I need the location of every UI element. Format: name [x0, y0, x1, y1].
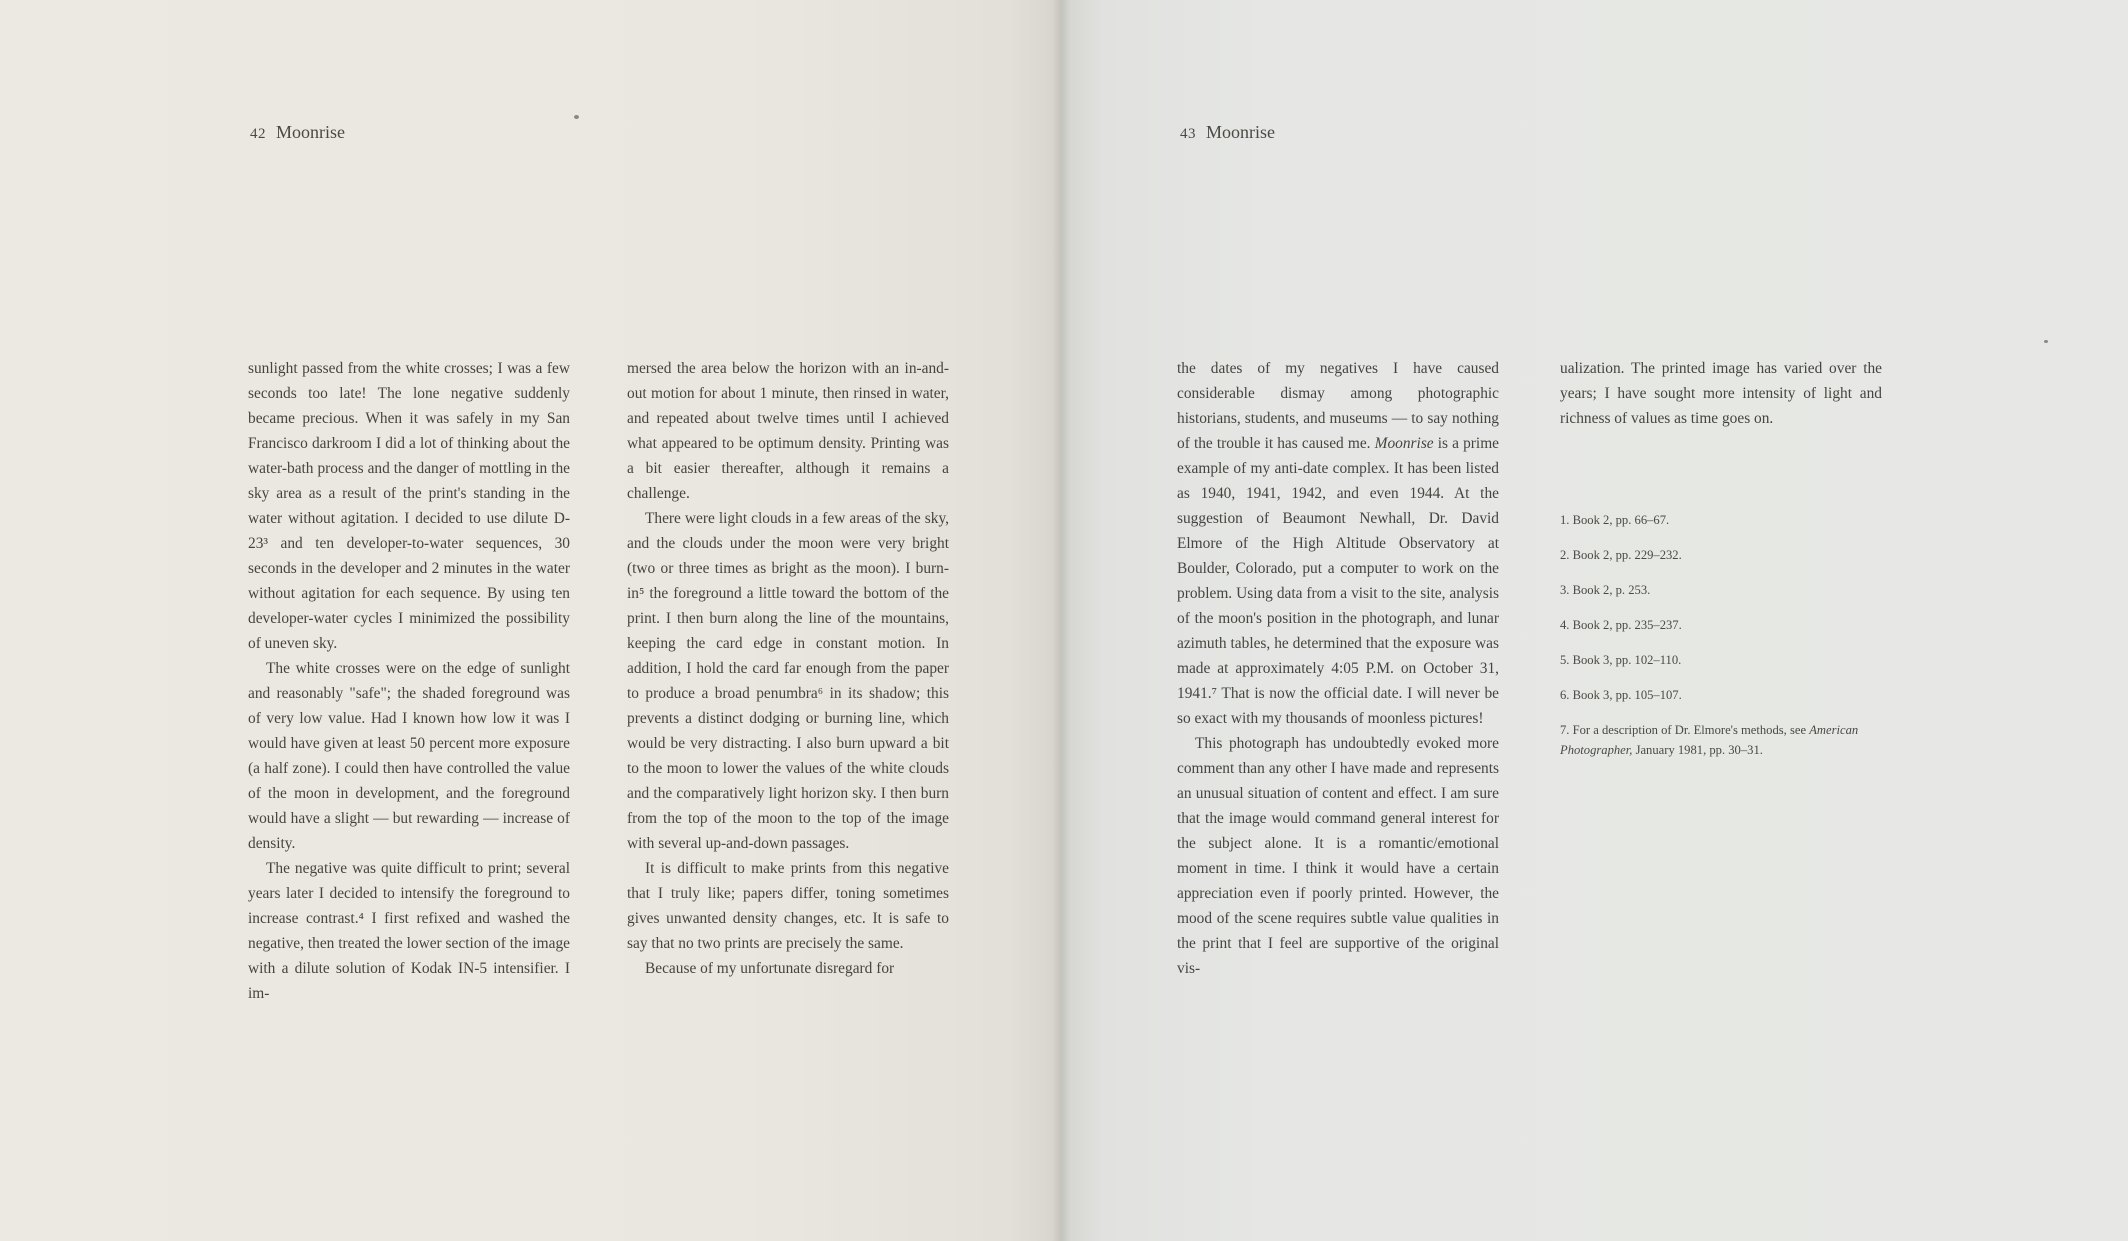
- footnote: 4. Book 2, pp. 235–237.: [1560, 618, 1682, 632]
- paragraph: ualization. The printed image has varied over the years; I have sought more intensity of light and richness of values as time goes on.: [1560, 360, 1882, 427]
- paragraph: This photograph has undoubtedly evoked more comment than any other I have made and represents an unusual situation of content and effect. I am sure that the image would command general interest for the subject alone. It is a romantic/emotional moment in time. I think it would have a certain appreciation even if poorly printed. However, the mood of the scene requires subtle value qualities in the print that I feel are supportive of the original vis-: [1177, 735, 1499, 977]
- left-page-number: 42: [250, 126, 266, 142]
- footnote: 2. Book 2, pp. 229–232.: [1560, 548, 1682, 562]
- left-column-1: [248, 356, 570, 1006]
- text-run: is a prime example of my anti-date complex. It has been listed as 1940, 1941, 1942, and even 1944. At the suggestion of Beaumont Newhall, Dr. David Elmore of the High Altitude Observatory at Boulder, Colorado, put a computer to work on the problem. Using data from a visit to the site, analysis of the moon's position in the photograph, and lunar azimuth tables, he determined that the exposure was made at approximately 4:05 P.M. on October 31, 1941.⁷ That is now the official date. I will never be so exact with my thousands of moonless pictures!: [1177, 435, 1499, 727]
- footnote: 5. Book 3, pp. 102–110.: [1560, 653, 1682, 667]
- footnote: 6. Book 3, pp. 105–107.: [1560, 688, 1682, 702]
- italic-title: American Photographer,: [1560, 723, 1859, 757]
- footnote: 1. Book 2, pp. 66–67.: [1560, 513, 1670, 527]
- paragraph: The negative was quite difficult to print; several years later I decided to intensify the foreground to increase contrast.⁴ I first refixed and washed the negative, then treated the lower section of the image with a dilute solution of Kodak IN-5 intensifier. I im-: [248, 860, 570, 1002]
- paragraph: sunlight passed from the white crosses; I was a few seconds too late! The lone negative suddenly became precious. When it was safely in my San Francisco darkroom I did a lot of thinking about the water-bath process and the danger of mottling in the sky area as a result of the print's standing in the water without agitation. I decided to use dilute D-23³ and ten developer-to-water sequences, 30 seconds in the developer and 2 minutes in the water without agitation for each sequence. By using ten developer-water cycles I minimized the possibility of uneven sky.: [248, 360, 570, 652]
- italic-title: Moonrise: [1374, 435, 1434, 452]
- text-run: 7. For a description of Dr. Elmore's methods, see: [1560, 723, 1810, 737]
- right-column-2: [1560, 356, 1882, 431]
- text-run: the dates of my negatives I have caused considerable dismay among photographic historians, students, and museums — to say nothing of the trouble it has caused me.: [1177, 360, 1499, 452]
- right-running-title: Moonrise: [1206, 122, 1275, 142]
- left-column-2: [627, 356, 949, 981]
- dust-speck: [2044, 340, 2048, 343]
- paragraph: The white crosses were on the edge of sunlight and reasonably "safe"; the shaded foreground was of very low value. Had I known how low it was I would have given at least 50 percent more exposure (a half zone). I could then have controlled the value of the moon in development, and the foreground would have a slight — but rewarding — increase of density.: [248, 660, 570, 852]
- paragraph: It is difficult to make prints from this negative that I truly like; papers differ, toning sometimes gives unwanted density changes, etc. It is safe to say that no two prints are precisely the same.: [627, 860, 949, 952]
- right-page-number: 43: [1180, 126, 1196, 142]
- dust-speck: [574, 115, 579, 119]
- paragraph: [1177, 356, 1499, 731]
- left-running-head: [250, 122, 345, 143]
- book-gutter: [1052, 0, 1070, 1241]
- paragraph: There were light clouds in a few areas of the sky, and the clouds under the moon were very bright (two or three times as bright as the moon). I burn-in⁵ the foreground a little toward the bottom of the print. I then burn along the line of the mountains, keeping the card edge in constant motion. In addition, I hold the card far enough from the paper to produce a broad penumbra⁶ in its shadow; this prevents a distinct dodging or burning line, which would be very distracting. I also burn upward a bit to the moon to lower the values of the white clouds and the comparatively light horizon sky. I then burn from the top of the moon to the top of the image with several up-and-down passages.: [627, 510, 949, 852]
- paragraph: Because of my unfortunate disregard for: [645, 960, 895, 977]
- right-running-head: [1180, 122, 1275, 143]
- paragraph: mersed the area below the horizon with an in-and-out motion for about 1 minute, then rinsed in water, and repeated about twelve times until I achieved what appeared to be optimum density. Printing was a bit easier thereafter, although it remains a challenge.: [627, 360, 949, 502]
- footnote: 3. Book 2, p. 253.: [1560, 583, 1651, 597]
- text-run: January 1981, pp. 30–31.: [1632, 743, 1763, 757]
- right-column-1: [1177, 356, 1499, 981]
- footnotes: [1560, 510, 1882, 775]
- footnote: [1560, 720, 1882, 760]
- left-running-title: Moonrise: [276, 122, 345, 142]
